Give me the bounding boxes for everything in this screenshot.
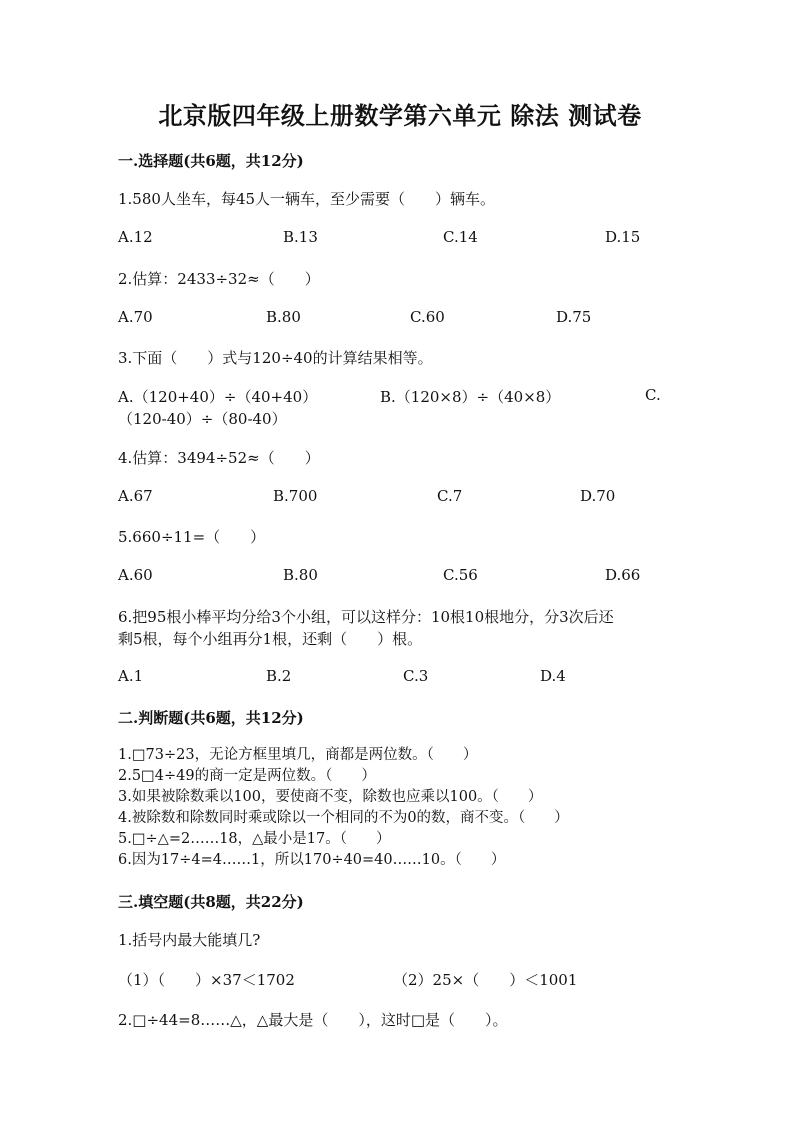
q4-option-a: A.67	[118, 487, 153, 505]
fill-q1-part-2: （2）25×（ ）＜1001	[393, 971, 578, 989]
question-3: 3.下面（ ）式与120÷40的计算结果相等。	[118, 349, 433, 367]
question-6: 6.把95根小棒平均分给3个小组，可以这样分：10根10根地分，分3次后还	[118, 608, 614, 626]
judgement-item-6: 6.因为17÷4=4……1，所以170÷40=40……10。（ ）	[118, 852, 506, 868]
fill-question-2: 2.□÷44=8……△，△最大是（ ），这时□是（ ）。	[118, 1011, 508, 1029]
judgement-item-4: 4.被除数和除数同时乘或除以一个相同的不为0的数，商不变。（ ）	[118, 810, 569, 826]
section-heading-fill: 三.填空题(共8题，共22分)	[118, 893, 304, 911]
q1-option-d: D.15	[605, 228, 641, 246]
q4-option-c: C.7	[437, 487, 463, 505]
section-heading-choice: 一.选择题(共6题，共12分)	[118, 152, 304, 170]
q1-option-b: B.13	[283, 228, 318, 246]
question-2: 2.估算：2433÷32≈（ ）	[118, 270, 320, 288]
q4-option-b: B.700	[273, 487, 318, 505]
judgement-item-5: 5.□÷△=2……18，△最小是17。（ ）	[118, 831, 391, 847]
q5-option-a: A.60	[118, 566, 153, 584]
section-heading-judgement: 二.判断题(共6题，共12分)	[118, 709, 304, 727]
q5-option-b: B.80	[283, 566, 318, 584]
q6-option-b: B.2	[266, 667, 292, 685]
q1-option-a: A.12	[118, 228, 153, 246]
fill-question-1: 1.括号内最大能填几?	[118, 931, 261, 949]
question-6-line2: 剩5根，每个小组再分1根，还剩（ ）根。	[118, 630, 423, 648]
question-1: 1.580人坐车，每45人一辆车，至少需要（ ）辆车。	[118, 190, 496, 208]
q6-option-c: C.3	[403, 667, 429, 685]
q4-option-d: D.70	[580, 487, 616, 505]
q6-option-d: D.4	[540, 667, 566, 685]
fill-q1-part-1: （1）（ ）×37＜1702	[118, 971, 295, 989]
q2-option-a: A.70	[118, 308, 153, 326]
q2-option-d: D.75	[556, 308, 592, 326]
q5-option-c: C.56	[443, 566, 478, 584]
page-title: 北京版四年级上册数学第六单元 除法 测试卷	[158, 101, 642, 130]
q3-option-c: C.	[645, 386, 661, 404]
q2-option-b: B.80	[266, 308, 301, 326]
judgement-item-1: 1.□73÷23，无论方框里填几，商都是两位数。（ ）	[118, 747, 478, 763]
question-4: 4.估算：3494÷52≈（ ）	[118, 449, 320, 467]
q6-option-a: A.1	[118, 667, 144, 685]
question-5: 5.660÷11=（ ）	[118, 528, 266, 546]
judgement-item-2: 2.5□4÷49的商一定是两位数。（ ）	[118, 768, 376, 784]
judgement-item-3: 3.如果被除数乘以100，要使商不变，除数也应乘以100。（ ）	[118, 789, 543, 805]
q2-option-c: C.60	[410, 308, 445, 326]
q3-option-b: B.（120×8）÷（40×8）	[380, 388, 561, 406]
q3-option-c-text: （120-40）÷（80-40）	[118, 410, 287, 428]
q3-option-a: A.（120+40）÷（40+40）	[118, 388, 318, 406]
q1-option-c: C.14	[443, 228, 478, 246]
q5-option-d: D.66	[605, 566, 641, 584]
